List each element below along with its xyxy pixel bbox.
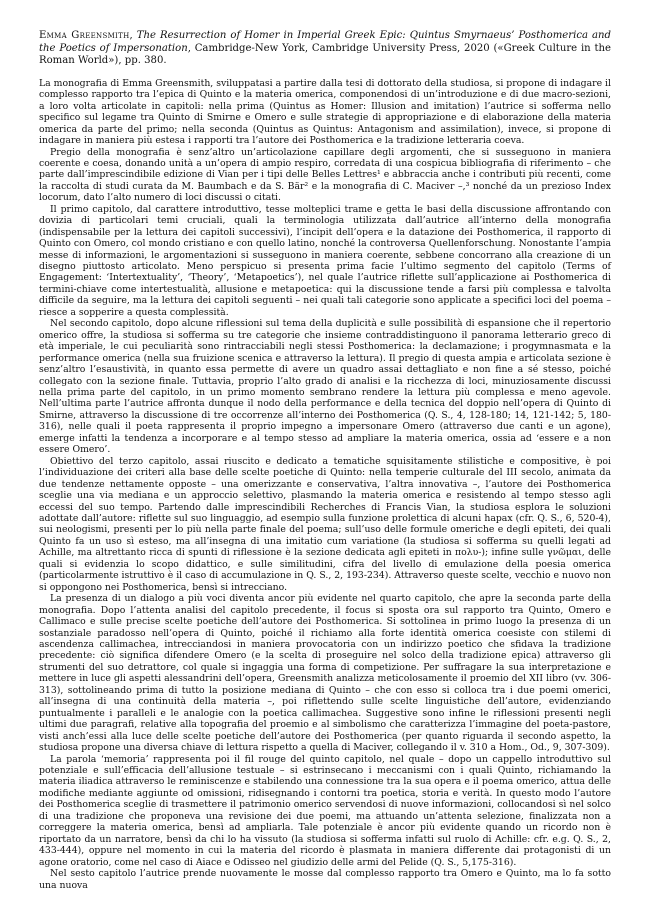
paragraph-4: Nel secondo capitolo, dopo alcune riflessioni sul tema della duplicità e sulle possibilità di espansione che il repertorio omerico offre, la studiosa si sofferma su tre categorie che insieme contraddistinguono il panorama letterario greco di età imperiale, le cui peculiarità sono rintracciabili negli stessi Posthomerica: la declamazione; i progymnasmata e la performance omerica (nella sua fruizione scenica e attraverso la lettura). Il pregio di questa ampia e articolata sezione è senz’altro l’esaustività, in quanto essa permette di avere un quadro assai dettagliato e non fine a sé stesso, poiché collegato con la sezione finale. Tuttavia, proprio l’alto grado di analisi e la ricchezza di loci, minuziosamente discussi nella prima parte del capitolo, in un primo momento sembrano rendere la lettura più complessa e meno agevole. Nell’ultima parte l’autrice affronta dunque il nodo della performance e della tecnica del doppio nell’opera di Quinto di Smirne, attraverso la discussione di tre occorrenze all’interno dei Posthomerica (Q. S., 4, 128-180; 14, 121-142; 5, 180-316), nelle quali il poeta rappresenta il proprio impegno a impersonare Omero (attraverso due canti e un agone), emerge infatti la tendenza a incorporare e al tempo stesso ad ampliare la materia omerica, ossia ad ‘essere e a non essere Omero’.: [39, 318, 611, 456]
review-body: [39, 78, 611, 891]
paragraph-5: Obiettivo del terzo capitolo, assai riuscito e dedicato a tematiche squisitamente stilistiche e compositive, è poi l’individuazione dei criteri alla base delle scelte poetiche di Quinto: nella temperie culturale del III secolo, animata da due tendenze nettamente opposte – una omerizzante e conservativa, l’altra innovativa –, l’autore dei Posthomerica sceglie una via mediana e un approccio selettivo, plasmando la materia omerica e resistendo al tempo stesso agli eccessi del suo tempo. Partendo dalle imprescindibili Recherches di Francis Vian, la studiosa esplora le soluzioni adottate dall’autore: riflette sul suo linguaggio, ad esempio sulla funzione prolettica di alcuni hapax (cfr. Q. S., 6, 520-4), sui neologismi, presenti per lo più nella parte finale del poema; sull’uso delle formule omeriche e degli epiteti, dei quali Quinto fa un uso sì esteso, ma all’insegna di una imitatio cum variatione (la studiosa si sofferma su quelli legati ad Achille, ma altrettanto ricca di spunti di riflessione è la sezione dedicata agli epiteti in πολυ-); infine sulle γνῶμαι, delle quali si evidenzia lo scopo didattico, e sulle similitudini, cifra del livello di emulazione della poesia omerica (particolarmente istruttivo è il caso di accumulazione in Q. S., 2, 193-234). Attraverso queste scelte, vecchio e nuovo non si oppongono nei Posthomerica, bensì si intrecciano.: [39, 455, 611, 593]
paragraph-7: La parola ‘memoria’ rappresenta poi il fil rouge del quinto capitolo, nel quale – dopo un cappello introduttivo sul potenziale e sull’efficacia dell’allusione testuale – si estrinsecano i meccanismi con i quali Quinto, richiamando la materia iliadica attraverso le reminiscenze e stabilendo una connessione tra la sua opera e il poema omerico, attua delle modifiche mediante aggiunte od omissioni, ridisegnando i contorni tra poetica, storia e verità. In questo modo l’autore dei Posthomerica sceglie di trasmettere il patrimonio omerico servendosi di nuove informazioni, collocandosi sì nel solco di una tradizione che proponeva una revisione dei due poemi, ma attuando un’attenta selezione, finalizzata non a correggere la materia omerica, bensì ad ampliarla. Tale potenziale è ancor più evidente quando un ricordo non è riportato da un narratore, bensì da chi lo ha vissuto (la studiosa si sofferma infatti sul ruolo di Achille: cfr. e.g. Q. S., 2, 433-444), oppure nel momento in cui la materia del ricordo è plasmata in maniera differente dai protagonisti di un agone oratorio, come nel caso di Aiace e Odisseo nel giudizio delle armi del Pelide (Q. S., 5,175-316).: [39, 753, 611, 868]
paragraph-8: Nel sesto capitolo l’autrice prende nuovamente le mosse dal complesso rapporto tra Omero e Quinto, ma lo fa sotto una nuova: [39, 868, 611, 891]
book-author: Emma Greensmith: [39, 30, 130, 41]
book-title: The Resurrection of Homer in Imperial Greek Epic: Quintus Smyrnaeus’ Posthomerica and the Poetics of Impersonation: [39, 30, 612, 54]
paragraph-3: Il primo capitolo, dal carattere introduttivo, tesse molteplici trame e getta le basi della discussione affrontando con dovizia di particolari temi cruciali, quali la terminologia utilizzata dall’autrice all’interno della monografia (indispensabile per la lettura dei capitoli successivi), l’incipit dell’opera e la datazione dei Posthomerica, il rapporto di Quinto con Omero, col mondo cristiano e con quello latino, nonché la controversa Quellenforschung. Nonostante l’ampia messe di informazioni, le argomentazioni si susseguono in maniera coerente, sebbene concorrano alla creazione di un disegno piuttosto articolato. Meno perspicuo si presenta prima facie l’ultimo segmento del capitolo (Terms of Engagement: ‘Intertextuality’, ‘Theory’, ‘Metapoetics’), nel quale l’autrice riflette sull’applicazione ai Posthomerica di termini-chiave come intertestualità, allusione e metapoetica: qui la discussione tende a farsi più complessa e talvolta difficile da seguire, ma la lettura dei capitoli seguenti – nei quali tali categorie sono applicate a specifici loci del poema – riesce a sopperire a questa complessità.: [39, 203, 611, 318]
paragraph-1: La monografia di Emma Greensmith, sviluppatasi a partire dalla tesi di dottorato della studiosa, si propone di indagare il complesso rapporto tra l’epica di Quinto e la materia omerica, componendosi di un’introduzione e di due macro-sezioni, a loro volta articolate in capitoli: nella prima (Quintus as Homer: Illusion and imitation) l’autrice si sofferma nello specifico sul legame tra Quinto di Smirne e Omero e sulle strategie di appropriazione e di elaborazione della materia omerica da parte del primo; nella seconda (Quintus as Quintus: Antagonism and assimilation), invece, si propone di indagare in maniera più estesa i rapporti tra l’autore dei Posthomerica e la tradizione letteraria coeva.: [39, 77, 611, 147]
review-header: Emma Greensmith, The Resurrection of Homer in Imperial Greek Epic: Quintus Smyrnaeus’ Posthomerica and the Poetics of Impersonation, Cambridge-New York, Cambridge University Press, 2020 («Greek Culture in the Roman World»), pp. 380.: [39, 30, 612, 67]
paragraph-6: La presenza di un dialogo a più voci diventa ancor più evidente nel quarto capitolo, che apre la seconda parte della monografia. Dopo l’attenta analisi del capitolo precedente, il focus si sposta ora sul rapporto tra Quinto, Omero e Callimaco e sulle precise scelte poetiche dell’autore dei Posthomerica. Si sottolinea in primo luogo la presenza di un sostanziale paradosso nell’opera di Quinto, poiché il richiamo alla forte identità omerica coesiste con stilemi di ascendenza callimachea, intrecciandosi in maniera provocatoria con un indirizzo poetico che sfidava la tradizione precedente: ciò significa difendere Omero (e la scelta di proseguire nel solco della tradizione epica) attraverso gli strumenti del suo detrattore, col quale si ingaggia una forma di competizione. Per suffragare la sua interpretazione e mettere in luce gli aspetti alessandrini dell’opera, Greensmith analizza meticolosamente il proemio del XII libro (vv. 306-313), sottolineando prima di tutto la posizione mediana di Quinto – che con esso si colloca tra i due poemi omerici, all’insegna di una continuità della materia –, poi riflettendo sulle scelte linguistiche dell’autore, evidenziando puntualmente i paralleli e le analogie con la poetica callimachea. Suggestive sono infine le riflessioni presenti negli ultimi due paragrafi, relative alla topografia del proemio e al simbolismo che caratterizza l’immagine del poeta-pastore, visti anch’essi alla luce delle scelte poetiche dell’autore dei Posthomerica (per quanto riguarda il secondo aspetto, la studiosa propone una diversa chiave di lettura rispetto a quella di Maciver, collegando il v. 310 a Hom., Od., 9, 307-309).: [39, 593, 611, 754]
publication-details: , Cambridge-New York, Cambridge University Press, 2020 («Greek Culture in the Roman World»), pp. 380.: [39, 42, 611, 67]
paragraph-2: Pregio della monografia è senz’altro un’articolazione capillare degli argomenti, che si susseguono in maniera coerente e coesa, donando unità a un’opera di ampio respiro, corredata di una cospicua bibliografia di riferimento – che parte dall’imprescindibile edizione di Vian per i tipi delle Belles Lettres¹ e abbraccia anche i contributi più recenti, come la raccolta di studi curata da M. Baumbach e da S. Bär² e la monografia di C. Maciver –,³ nonché da un prezioso Index locorum, dato l’alto numero di loci discussi o citati.: [39, 146, 611, 204]
